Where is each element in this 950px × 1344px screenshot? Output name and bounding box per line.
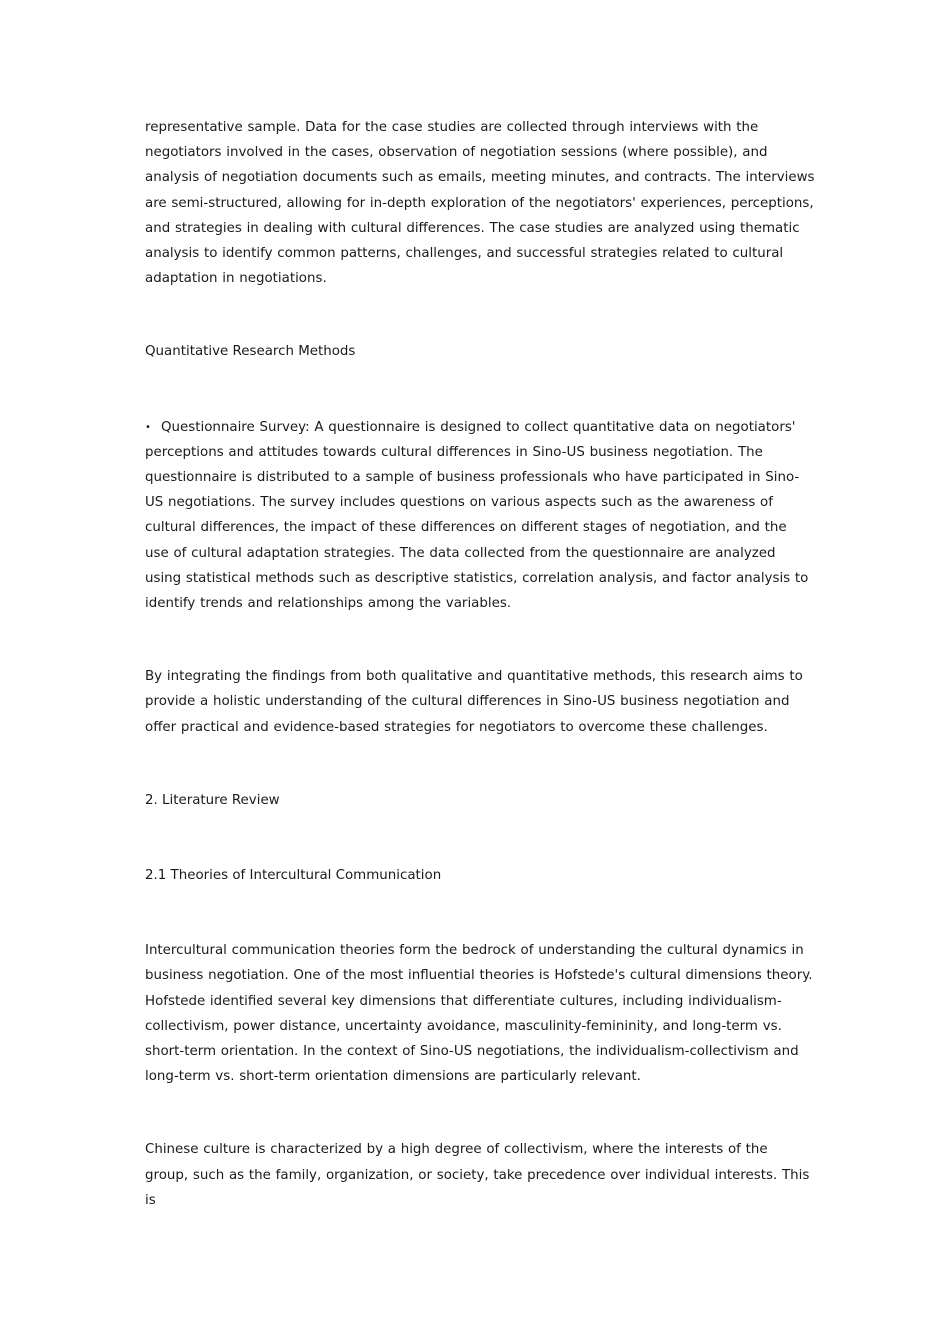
heading-theories-intercultural: 2.1 Theories of Intercultural Communication <box>145 868 442 884</box>
paragraph-case-study-data: representative sample. Data for the case studies are collected through interviews with the negotiators involved in the cases, observation of negotiation sessions (where possible), and analysis of negotiation documents such as emails, meeting minutes, and contracts. The interviews are semi-structured, allowing for in-depth exploration of the negotiators' experiences, perceptions, and strategies in dealing with cultural differences. The case studies are analyzed using thematic analysis to identify common patterns, challenges, and successful strategies related to cultural adaptation in negotiations. <box>145 120 815 287</box>
spacer <box>145 365 815 415</box>
spacer <box>145 740 815 788</box>
spacer <box>145 813 815 863</box>
paragraph-integration: By integrating the findings from both qualitative and quantitative methods, this research aims to provide a holistic understanding of the cultural differences in Sino-US business negotiation and offer practical and evidence-based strategies for negotiators to overcome these challenges. <box>145 669 803 735</box>
bullet-icon: • <box>145 421 151 433</box>
heading-literature-review: 2. Literature Review <box>145 792 280 808</box>
spacer <box>145 1089 815 1137</box>
paragraph-questionnaire-survey <box>145 415 815 617</box>
paragraph-chinese-collectivism: Chinese culture is characterized by a high degree of collectivism, where the interests of the group, such as the family, organization, or society, take precedence over individual interests. This is <box>145 1142 810 1208</box>
document-page <box>145 115 815 1213</box>
spacer <box>145 888 815 938</box>
questionnaire-text: Questionnaire Survey: A questionnaire is designed to collect quantitative data on negotiators' perceptions and attitudes towards cultural differences in Sino-US business negotiation. The questionnaire is distributed to a sample of business professionals who have participated in Sino-US negotiations. The survey includes questions on various aspects such as the awareness of cultural differences, the impact of these differences on different stages of negotiation, and the use of cultural adaptation strategies. The data collected from the questionnaire are analyzed using statistical methods such as descriptive statistics, correlation analysis, and factor analysis to identify trends and relationships among the variables. <box>145 419 809 612</box>
heading-quantitative-methods: Quantitative Research Methods <box>145 344 356 360</box>
paragraph-hofstede: Intercultural communication theories form the bedrock of understanding the cultural dynamics in business negotiation. One of the most influential theories is Hofstede's cultural dimensions theory. Hofstede identified several key dimensions that differentiate cultures, including individualism-collectivism, power distance, uncertainty avoidance, masculinity-femininity, and long-term vs. short-term orientation. In the context of Sino-US negotiations, the individualism-collectivism and long-term vs. short-term orientation dimensions are particularly relevant. <box>145 943 813 1085</box>
spacer <box>145 291 815 339</box>
spacer <box>145 616 815 664</box>
